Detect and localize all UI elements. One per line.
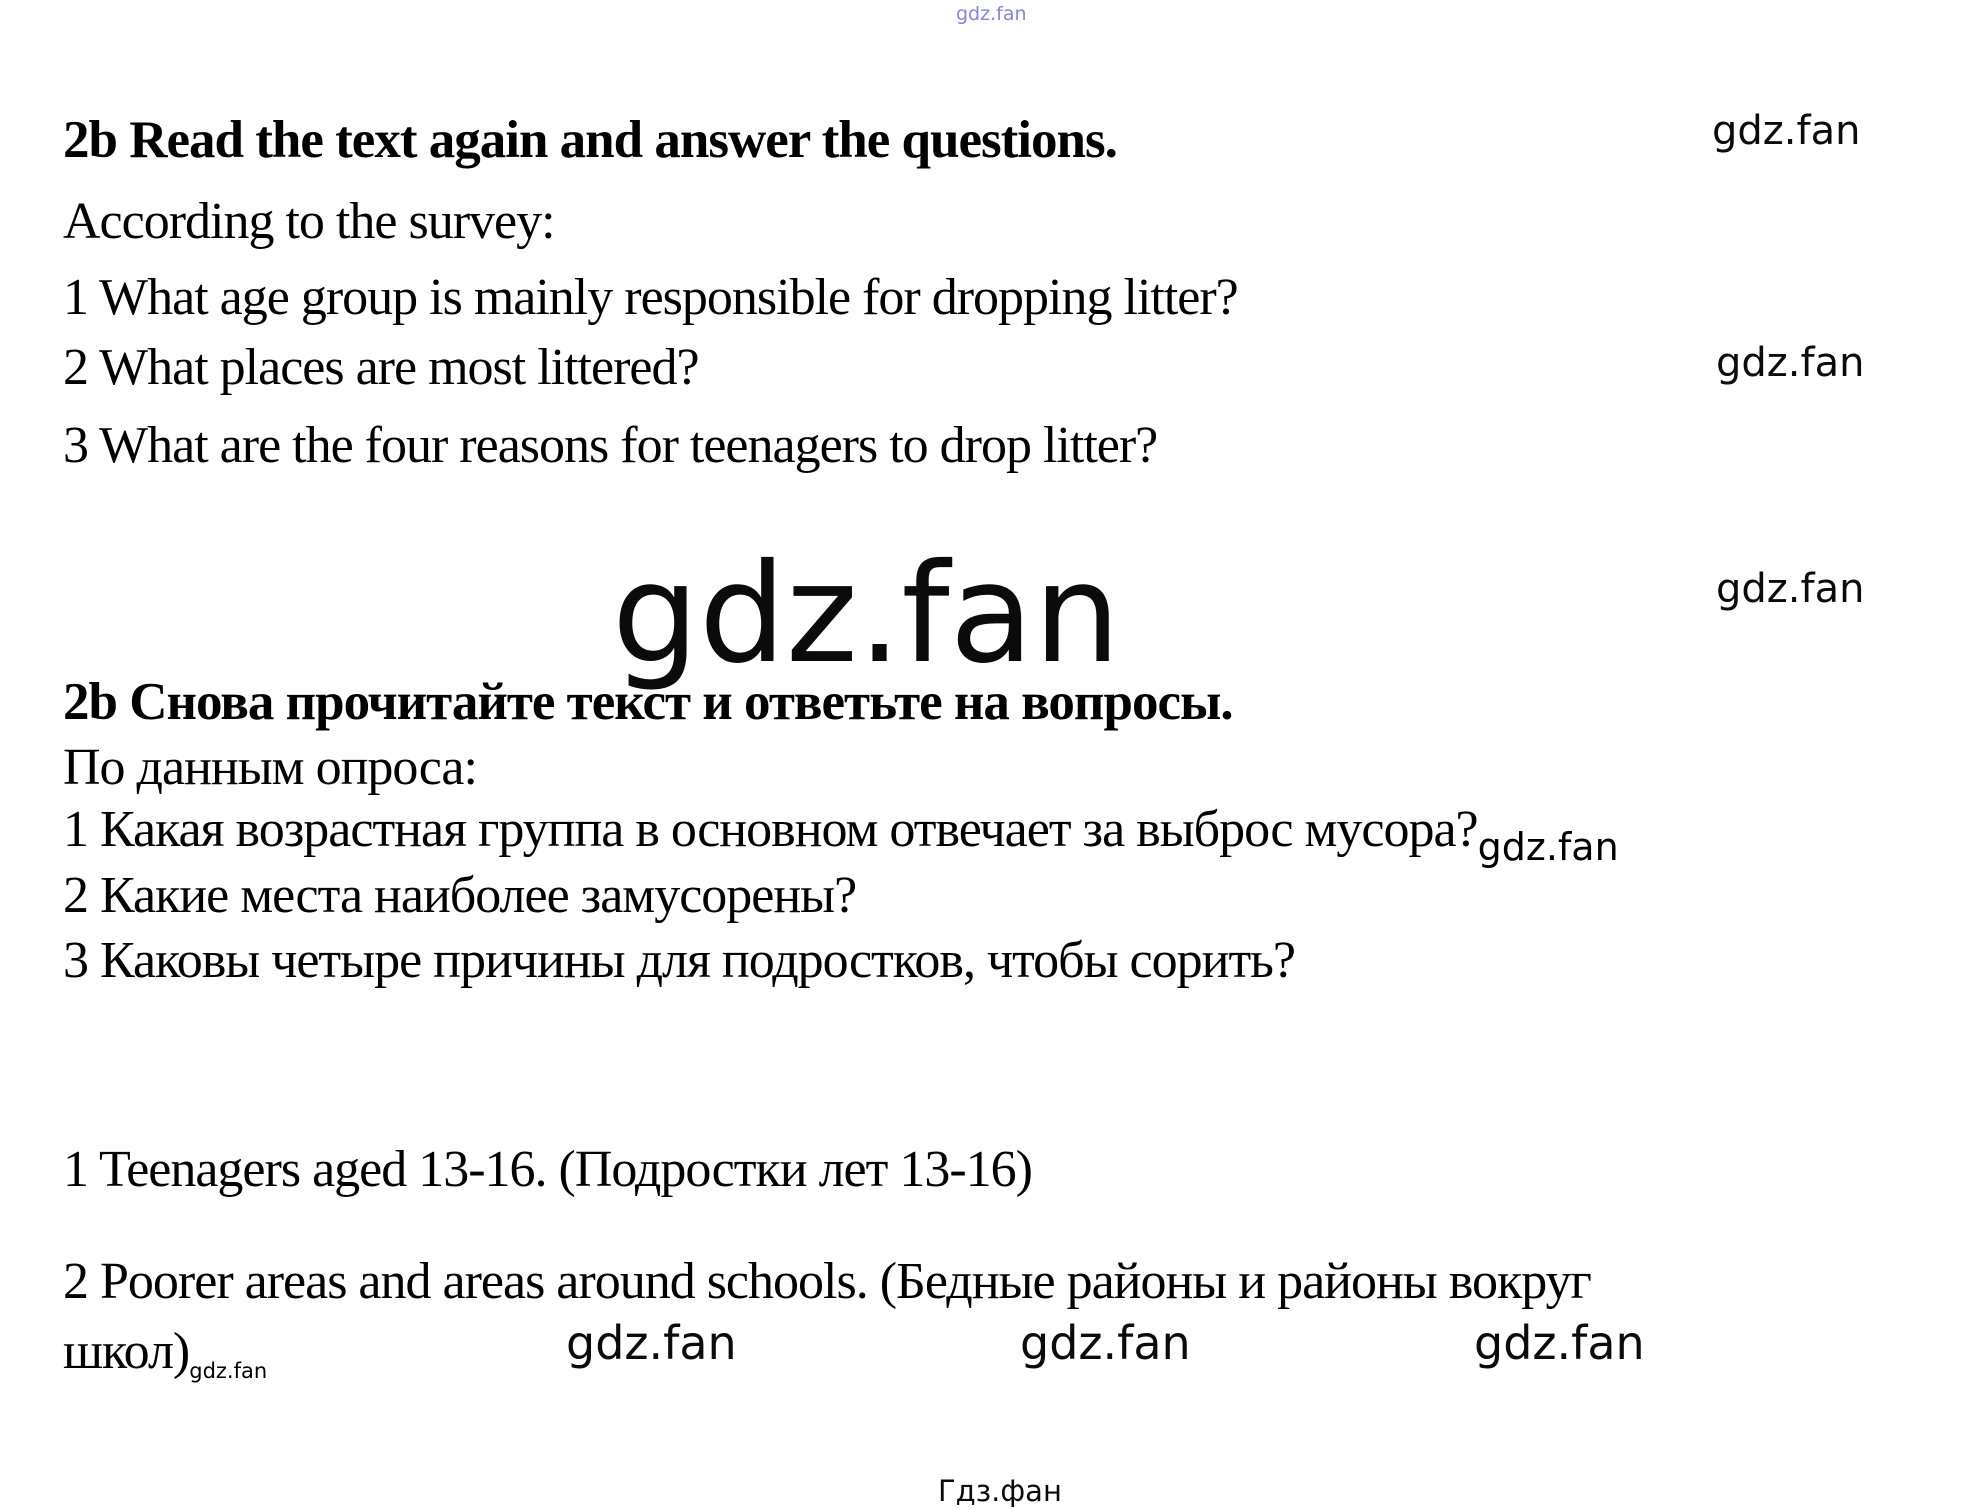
task-intro-ru: По данным опроса: <box>63 739 477 796</box>
task-heading-ru: 2b Снова прочитайте текст и ответьте на вопросы. <box>63 673 1233 731</box>
answer-2-line1: 2 Poorer areas and areas around schools. (Бедные районы и районы вокруг <box>63 1253 1591 1310</box>
watermark-top-blue: gdz.fan <box>956 3 1027 25</box>
question-ru-3: 3 Каковы четыре причины для подростков, чтобы сорить? <box>63 932 1295 989</box>
answer-2-line2 <box>63 1322 267 1383</box>
watermark-right-2: gdz.fan <box>1716 340 1865 386</box>
question-ru-1 <box>63 800 1619 869</box>
question-en-2: 2 What places are most littered? <box>63 339 699 396</box>
watermark-bottom-3: gdz.fan <box>1474 1316 1645 1370</box>
question-ru-1-text: 1 Какая возрастная группа в основном отвечает за выброс мусора? <box>63 801 1478 858</box>
answer-1: 1 Teenagers aged 13-16. (Подростки лет 13-16) <box>63 1141 1032 1198</box>
watermark-inline-ru-q1: gdz.fan <box>1477 825 1619 869</box>
watermark-bottom-1: gdz.fan <box>566 1316 737 1370</box>
task-intro-en: According to the survey: <box>63 193 555 250</box>
question-en-3: 3 What are the four reasons for teenagers to drop litter? <box>63 417 1158 474</box>
task-heading-en: 2b Read the text again and answer the questions. <box>63 111 1117 169</box>
question-en-1: 1 What age group is mainly responsible for dropping litter? <box>63 269 1238 326</box>
watermark-inline-school: gdz.fan <box>189 1359 268 1383</box>
footer-site-name: Гдз.фан <box>938 1474 1062 1508</box>
watermark-right-3: gdz.fan <box>1716 566 1865 612</box>
watermark-bottom-2: gdz.fan <box>1020 1316 1191 1370</box>
watermark-right-1: gdz.fan <box>1712 108 1861 154</box>
watermark-big-center: gdz.fan <box>612 535 1121 694</box>
answer-2-line2-text: школ) <box>63 1323 190 1380</box>
question-ru-2: 2 Какие места наиболее замусорены? <box>63 867 857 924</box>
